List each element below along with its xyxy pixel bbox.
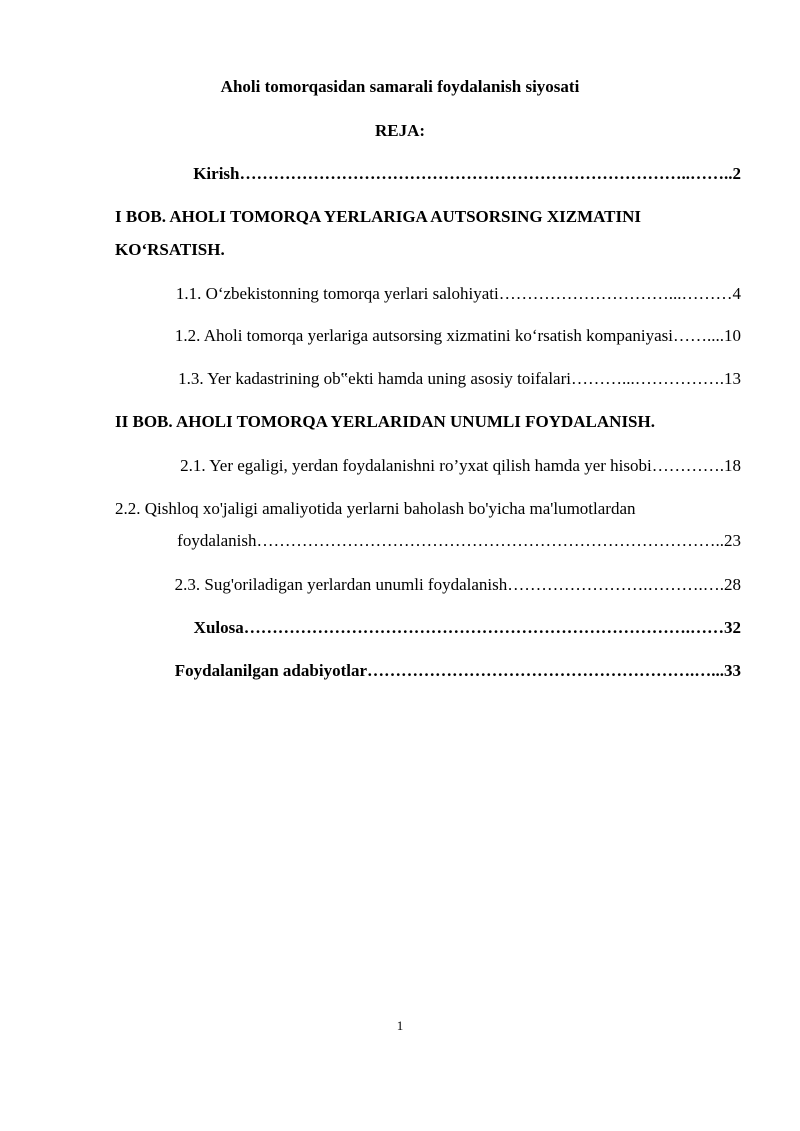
document-title: Aholi tomorqasidan samarali foydalanish siyosati (220, 77, 580, 96)
toc-intro: Kirish……………………………………………………………………..……..2 (193, 164, 741, 183)
toc-chapter1-heading-line2: KO‘RSATISH. (115, 240, 225, 259)
toc-item-2-3: 2.3. Sug'oriladigan yerlardan unumli foydalanish…………………….……….….28 (174, 575, 741, 594)
toc-conclusion: Xulosa…………………………………………………………………….……32 (193, 618, 741, 637)
toc-item-1-3: 1.3. Yer kadastrining ob‟ekti hamda uning asosiy toifalari………...…………….13 (178, 369, 741, 388)
toc-references: Foydalanilgan adabiyotlar………………………………………………….…...33 (174, 661, 741, 680)
toc-chapter1-heading-line1: I BOB. AHOLI TOMORQA YERLARIGA AUTSORSING XIZMATINI (115, 207, 642, 226)
toc-item-2-2-line1: 2.2. Qishloq xo'jaligi amaliyotida yerlarni baholash bo'yicha ma'lumotlardan (115, 499, 636, 518)
plan-heading: REJA: (374, 121, 426, 140)
toc-item-1-2: 1.2. Aholi tomorqa yerlariga autsorsing xizmatini ko‘rsatish kompaniyasi……....10 (174, 326, 741, 345)
toc-chapter2-heading: II BOB. AHOLI TOMORQA YERLARIDAN UNUMLI FOYDALANISH. (115, 412, 655, 431)
toc-item-2-2-line2: foydalanish………………………………………………………………………..23 (177, 531, 741, 550)
toc-item-2-1: 2.1. Yer egaligi, yerdan foydalanishni ro’yxat qilish hamda yer hisobi………….18 (180, 456, 741, 475)
toc-item-1-1: 1.1. O‘zbekistonning tomorqa yerlari salohiyati…………………………...………4 (175, 284, 741, 303)
page-number: 1 (396, 1018, 404, 1033)
